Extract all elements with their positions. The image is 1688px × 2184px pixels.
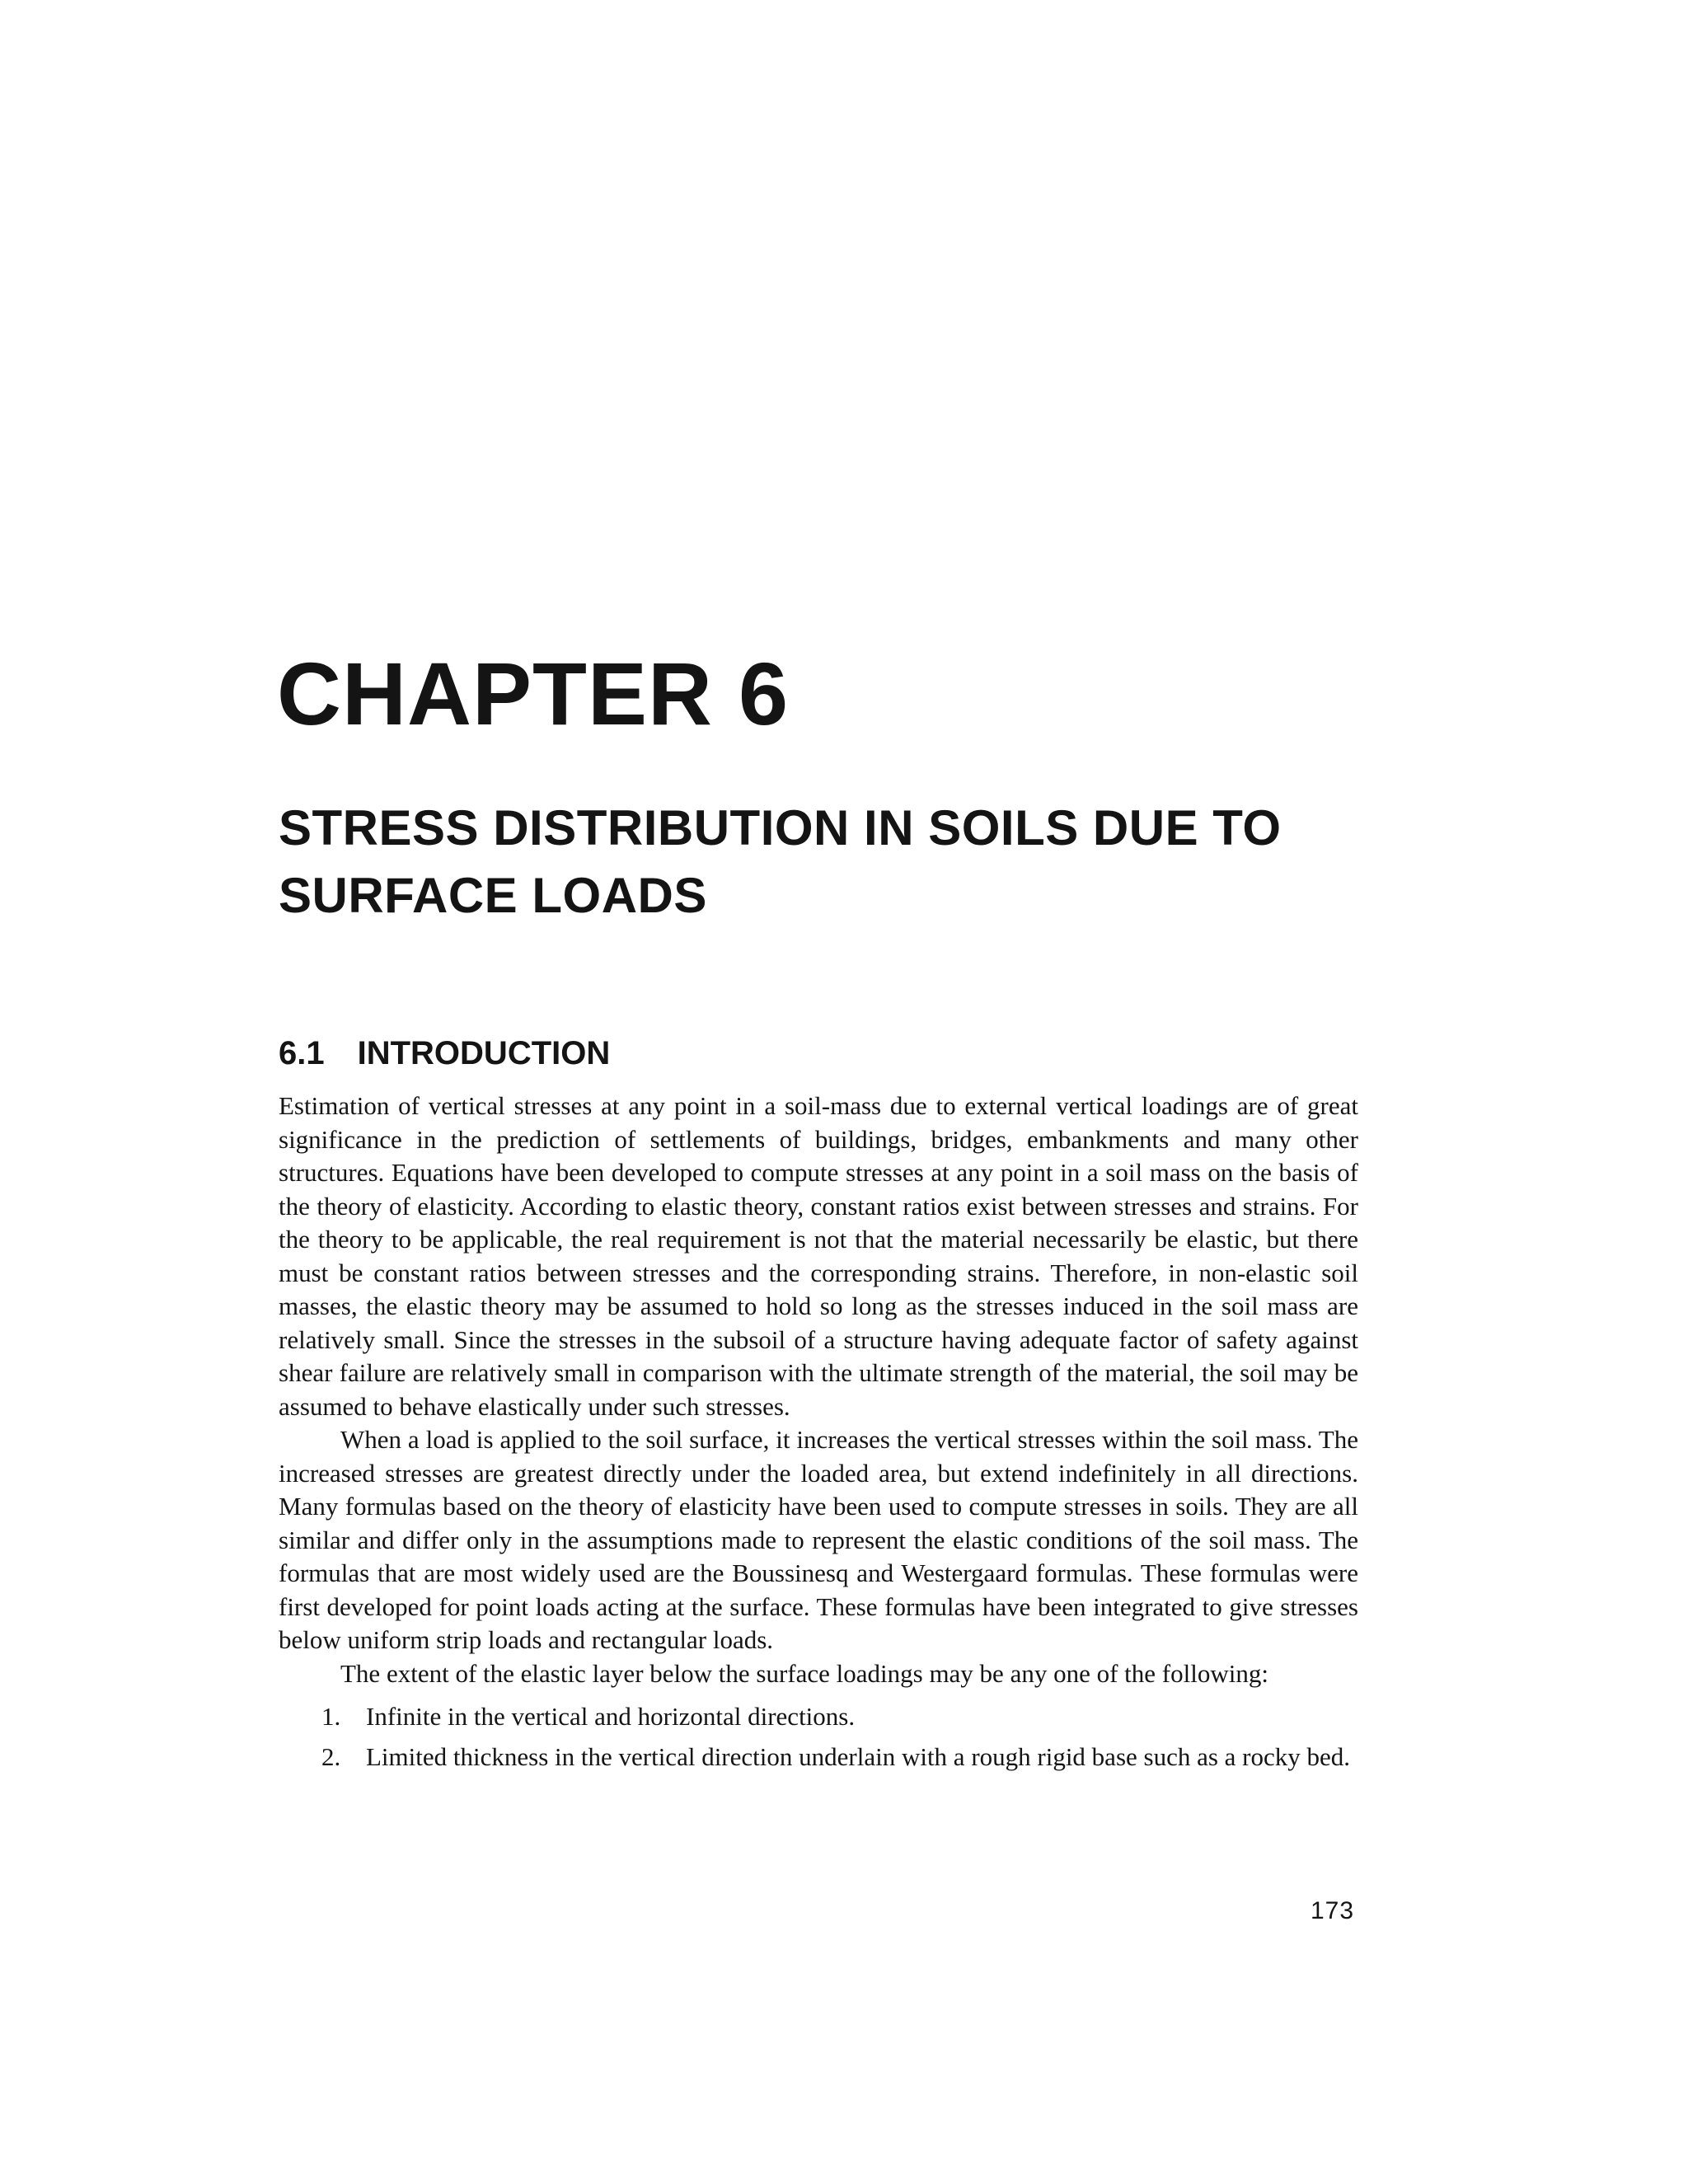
chapter-title: STRESS DISTRIBUTION IN SOILS DUE TO SURFACE LOADS xyxy=(279,800,1282,923)
paragraph-3: The extent of the elastic layer below the surface loadings may be any one of the following: xyxy=(340,1658,1268,1688)
section-number: 6.1 xyxy=(279,1035,325,1071)
section-title: INTRODUCTION xyxy=(357,1035,611,1071)
list-item xyxy=(279,1741,1358,1774)
paragraph-2: When a load is applied to the soil surface, it increases the vertical stresses within the soil mass. The increased stresses are greatest directly under the loaded area, but extend indefinitely in all directions. Many formulas based on the theory of elasticity have been used to compute stresses in soils. They are all similar and differ only in the assumptions made to represent the elastic conditions of the soil mass. The formulas that are most widely used are the Boussinesq and Westergaard formulas. These formulas were first developed for point loads acting at the surface. These formulas have been integrated to give stresses below uniform strip loads and rectangular loads. xyxy=(279,1425,1358,1654)
list-item-marker: 1. xyxy=(321,1702,341,1731)
list-item-marker: 2. xyxy=(321,1741,341,1771)
list-item-text: Limited thickness in the vertical direction underlain with a rough rigid base such as a rocky bed. xyxy=(366,1741,1351,1771)
numbered-list xyxy=(279,1700,1358,1774)
body-text xyxy=(279,1090,1358,1780)
section-heading xyxy=(279,1037,610,1070)
list-item xyxy=(279,1700,1358,1734)
chapter-label: CHAPTER 6 xyxy=(277,644,790,743)
paragraph-1: Estimation of vertical stresses at any point in a soil-mass due to external vertical loadings are of great significance in the prediction of settlements of buildings, bridges, embankments and many other structures. Equations have been developed to compute stresses at any point in a soil mass on the basis of the theory of elasticity. According to elastic theory, constant ratios exist between stresses and strains. For the theory to be applicable, the real requirement is not that the material necessarily be elastic, but there must be constant ratios between stresses and the corresponding strains. Therefore, in non-elastic soil masses, the elastic theory may be assumed to hold so long as the stresses induced in the soil mass are relatively small. Since the stresses in the subsoil of a structure having adequate factor of safety against shear failure are relatively small in comparison with the ultimate strength of the material, the soil may be assumed to behave elastically under such stresses. xyxy=(279,1091,1358,1421)
page-number: 173 xyxy=(1311,1897,1355,1924)
list-item-text: Infinite in the vertical and horizontal directions. xyxy=(366,1702,856,1731)
